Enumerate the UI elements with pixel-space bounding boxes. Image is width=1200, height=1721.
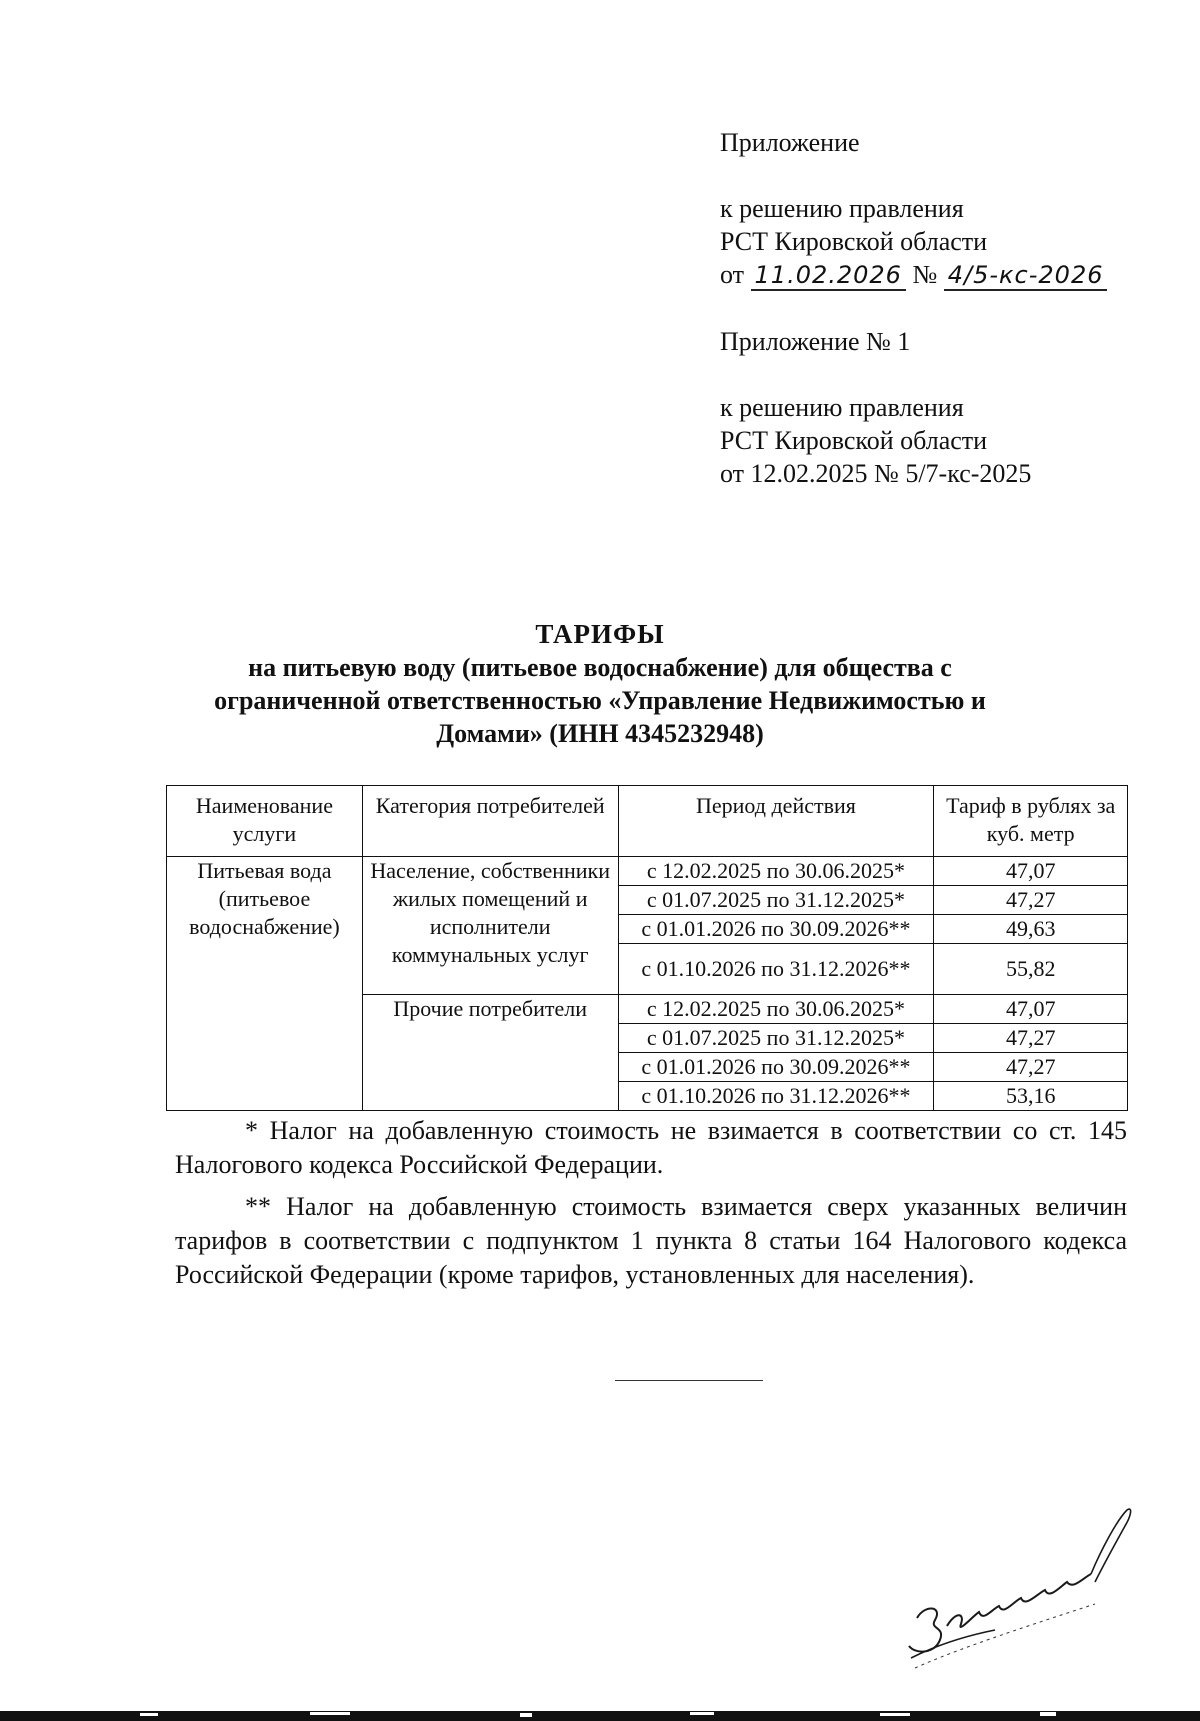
tariff-cell: 47,27 [934,886,1128,915]
tariff-cell: 47,07 [934,995,1128,1024]
table-row [167,857,1128,886]
appendix-new-block [720,126,1107,292]
header-tariff: Тариф в рублях за куб. метр [934,786,1128,857]
period-cell: с 12.02.2025 по 30.06.2025* [618,995,934,1024]
footnotes [175,1114,1127,1300]
signature-icon [895,1500,1145,1680]
tariff-cell: 49,63 [934,915,1128,944]
handwritten-number: 4/5-кс-2026 [944,261,1108,291]
header-category: Категория потребителей [362,786,618,857]
appendix-new-line1: к решению правления [720,194,964,223]
appendix-new-title: Приложение [720,128,860,157]
tariff-cell: 53,16 [934,1082,1128,1111]
category-other: Прочие потребители [362,995,618,1111]
tariff-cell: 55,82 [934,944,1128,995]
period-cell: с 01.10.2026 по 31.12.2026** [618,944,934,995]
document-title [160,618,1040,750]
date-prefix: от [720,260,745,289]
category-population: Население, собственники жилых помещений и исполнители коммунальных услуг [362,857,618,995]
scan-edge-icon [0,1711,1200,1721]
period-cell: с 01.07.2025 по 31.12.2025* [618,1024,934,1053]
handwritten-date: 11.02.2026 [751,261,906,291]
end-divider [615,1380,763,1381]
appendix-old-block [720,325,1031,490]
footnote-vat-extra: ** Налог на добавленную стоимость взимается сверх указанных величин тарифов в соответствии с подпунктом 1 пункта 8 статьи 164 Налогового кодекса Российской Федерации (кроме тарифов, установленных для населения). [175,1192,1127,1289]
period-cell: с 01.01.2026 по 30.09.2026** [618,915,934,944]
period-cell: с 01.10.2026 по 31.12.2026** [618,1082,934,1111]
service-cell: Питьевая вода (питьевое водоснабжение) [167,857,363,1111]
period-cell: с 01.01.2026 по 30.09.2026** [618,1053,934,1082]
table-header-row [167,786,1128,857]
tariffs-table [166,785,1128,1111]
tariff-cell: 47,07 [934,857,1128,886]
appendix-new-date-line [720,258,1107,292]
appendix-new-line2: РСТ Кировской области [720,227,988,256]
header-period: Период действия [618,786,934,857]
title-main: ТАРИФЫ [535,619,665,649]
appendix-old-line3: от 12.02.2025 № 5/7-кс-2025 [720,459,1032,488]
appendix-old-line2: РСТ Кировской области [720,426,988,455]
header-service: Наименование услуги [167,786,363,857]
appendix-old-line1: к решению правления [720,393,964,422]
title-line2: ограниченной ответственностью «Управление Недвижимостью и [214,686,986,715]
number-prefix: № [912,260,938,289]
title-line1: на питьевую воду (питьевое водоснабжение) для общества с [248,653,952,682]
tariff-cell: 47,27 [934,1053,1128,1082]
tariff-cell: 47,27 [934,1024,1128,1053]
footnote-vat-exempt: * Налог на добавленную стоимость не взимается в соответствии со ст. 145 Налогового кодекса Российской Федерации. [175,1116,1127,1179]
period-cell: с 01.07.2025 по 31.12.2025* [618,886,934,915]
period-cell: с 12.02.2025 по 30.06.2025* [618,857,934,886]
appendix-old-title: Приложение № 1 [720,327,911,356]
title-line3: Домами» (ИНН 4345232948) [436,719,764,748]
